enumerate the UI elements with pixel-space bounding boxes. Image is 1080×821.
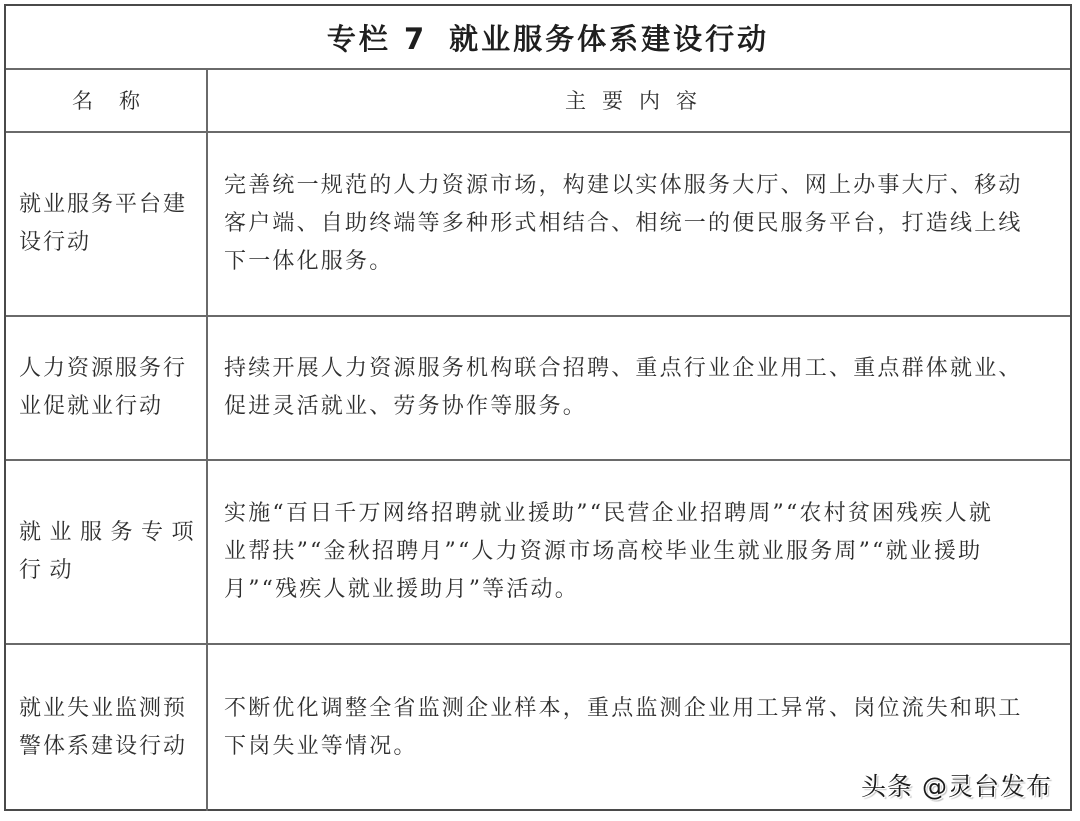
table-row [6, 133, 1070, 317]
row-name-line: 就业失业监测预 [19, 696, 188, 721]
row-name-cell [6, 317, 208, 459]
table-row [6, 461, 1070, 645]
row-content-cell [208, 317, 1070, 459]
row-content-line: 下岗失业等情况。 [224, 734, 418, 759]
row-name-line: 就业服务平台建 [19, 192, 188, 217]
column-header-name: 名称 [6, 70, 208, 131]
row-content-line: 不断优化调整全省监测企业样本，重点监测企业用工异常、岗位流失和职工 [224, 696, 1023, 721]
column-header-content: 主要内容 [565, 88, 713, 113]
row-name-cell [6, 133, 208, 315]
title-text: 就业服务体系建设行动 [449, 21, 770, 56]
table-title [307, 17, 769, 58]
row-content-cell [208, 461, 1070, 643]
row-content-line: 业帮扶”“金秋招聘月”“人力资源市场高校毕业生就业服务周”“就业援助 [224, 539, 983, 564]
row-name-line: 就业服务专项 [19, 520, 203, 545]
table-frame [4, 4, 1072, 811]
row-content-line: 下一体化服务。 [224, 249, 394, 274]
row-content-line: 促进灵活就业、劳务协作等服务。 [224, 394, 588, 419]
row-name-line: 设行动 [19, 230, 92, 255]
row-content-cell [208, 133, 1070, 315]
table-title-row [6, 6, 1070, 70]
table-row [6, 317, 1070, 461]
title-prefix: 专栏 7 [326, 21, 428, 56]
row-name-line: 业促就业行动 [19, 394, 164, 419]
row-content-line: 完善统一规范的人力资源市场，构建以实体服务大厅、网上办事大厅、移动 [224, 173, 1023, 198]
row-name-cell [6, 645, 208, 811]
watermark: 头条 @灵台发布 [861, 772, 1052, 801]
row-content-line: 客户端、自助终端等多种形式相结合、相统一的便民服务平台，打造线上线 [224, 211, 1023, 236]
row-content-line: 月”“残疾人就业援助月”等活动。 [224, 577, 579, 602]
row-content-line: 持续开展人力资源服务机构联合招聘、重点行业企业用工、重点群体就业、 [224, 356, 1023, 381]
row-name-line: 警体系建设行动 [19, 734, 188, 759]
row-name-cell [6, 461, 208, 643]
table-header-row [6, 70, 1070, 133]
row-name-line: 行动 [19, 558, 81, 583]
row-name-line: 人力资源服务行 [19, 356, 188, 381]
row-content-line: 实施“百日千万网络招聘就业援助”“民营企业招聘周”“农村贫困残疾人就 [224, 501, 994, 526]
